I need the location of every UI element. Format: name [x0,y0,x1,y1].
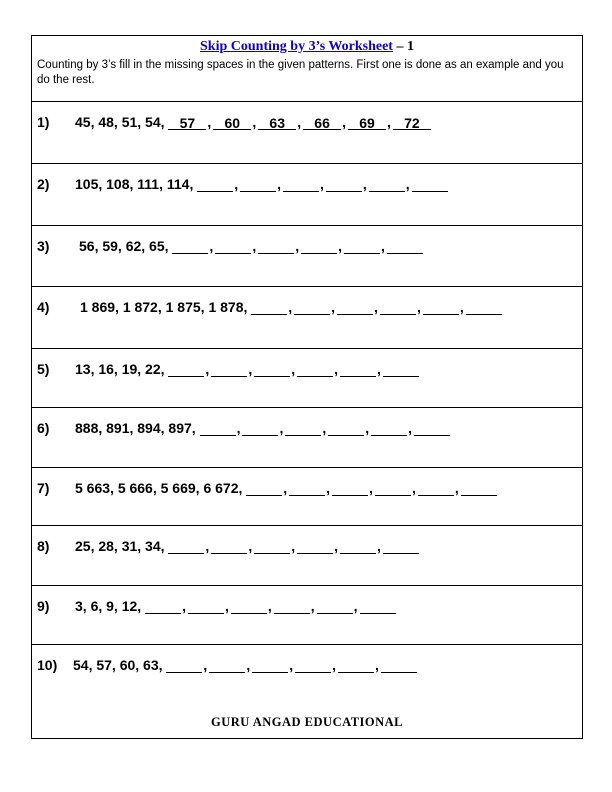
answer-blank[interactable] [251,300,287,315]
problem-row [32,287,582,349]
answer-blank[interactable] [383,539,419,554]
problem-row [32,349,582,408]
problem-row [32,586,582,645]
separator: , [288,299,293,315]
answer-blank[interactable] [289,481,325,496]
answer-blank[interactable] [418,481,454,496]
separator: , [277,176,282,192]
answer-blank[interactable]: 69 [348,115,386,130]
answer-blank[interactable]: 72 [393,115,431,130]
answer-blank[interactable] [197,177,233,192]
problem-sequence [75,361,419,377]
answer-blank[interactable] [332,481,368,496]
answer-blank[interactable] [283,177,319,192]
given-numbers: 3, 6, 9, 12, [75,598,142,614]
problem-row [32,526,582,586]
problem-number: 2) [37,176,50,192]
answer-blank[interactable] [254,539,290,554]
answer-blank[interactable] [246,481,282,496]
footer-text: GURU ANGAD EDUCATIONAL [210,715,404,729]
answer-blank[interactable] [295,658,331,673]
separator: , [380,238,385,254]
instructions: Counting by 3’s fill in the missing spaces in the given patterns. First one is done as an example and you do the rest. [37,59,564,86]
given-numbers: 45, 48, 51, 54, [75,114,165,130]
problem-row [32,468,582,526]
problem-sequence [75,420,450,436]
separator: , [374,299,378,315]
answer-blank[interactable]: 63 [258,115,296,130]
answer-blank[interactable] [412,177,448,192]
separator: , [459,299,464,315]
answer-blank[interactable] [301,239,337,254]
answer-blank[interactable] [466,300,502,315]
answer-blank[interactable] [387,239,423,254]
answer-blank[interactable] [215,239,251,254]
separator: , [209,238,214,254]
problem-number: 5) [37,361,50,377]
separator: , [252,114,257,130]
answer-blank[interactable] [338,658,374,673]
separator: , [248,361,253,377]
problem-sequence [79,238,423,254]
problem-number: 4) [37,299,50,315]
separator: , [295,238,300,254]
separator: , [334,538,338,554]
separator: , [386,114,391,130]
problem-sequence [80,299,502,315]
given-numbers: 13, 16, 19, 22, [75,361,165,377]
answer-blank[interactable] [383,362,419,377]
separator: , [203,657,208,673]
separator: , [322,420,327,436]
separator: , [246,657,251,673]
problem-number: 6) [37,420,50,436]
answer-blank[interactable] [344,239,380,254]
answer-blank[interactable] [258,239,294,254]
answer-blank[interactable] [375,481,411,496]
separator: , [224,598,229,614]
given-numbers: 888, 891, 894, 897, [75,420,196,436]
answer-blank[interactable] [360,599,396,614]
answer-blank[interactable] [188,599,224,614]
separator: , [182,598,186,614]
answer-blank[interactable]: 57 [168,115,206,130]
separator: , [205,538,210,554]
separator: , [252,238,257,254]
answer-blank[interactable] [240,177,276,192]
answer-blank[interactable] [168,539,204,554]
separator: , [236,420,241,436]
separator: , [374,657,379,673]
separator: , [234,176,239,192]
problem-row [32,408,582,468]
separator: , [283,480,288,496]
separator: , [267,598,272,614]
problem-sequence [73,657,417,673]
given-numbers: 56, 59, 62, 65, [79,238,169,254]
given-numbers: 25, 28, 31, 34, [75,538,165,554]
answer-blank[interactable] [211,539,247,554]
answer-blank[interactable] [461,481,497,496]
problem-number: 8) [37,538,50,554]
problem-number: 7) [37,480,50,496]
answer-blank[interactable] [168,362,204,377]
separator: , [297,114,302,130]
problem-row [32,164,582,226]
answer-blank[interactable] [326,177,362,192]
answer-blank[interactable] [381,658,417,673]
separator: , [405,176,410,192]
separator: , [408,420,413,436]
separator: , [416,299,421,315]
separator: , [248,538,253,554]
answer-blank[interactable] [337,300,373,315]
answer-blank[interactable] [297,539,333,554]
separator: , [310,598,315,614]
problem-sequence [75,538,419,554]
answer-blank[interactable] [211,362,247,377]
answer-blank[interactable] [297,362,333,377]
problem-sequence [75,480,497,496]
answer-blank[interactable] [231,599,267,614]
separator: , [291,538,296,554]
separator: , [454,480,459,496]
answer-blank[interactable] [294,300,330,315]
problem-number: 10) [37,657,58,673]
answer-blank[interactable]: 66 [303,115,341,130]
separator: , [369,480,373,496]
separator: , [376,538,381,554]
title-link[interactable]: Skip Counting by 3’s Worksheet [200,39,393,54]
problem-number: 1) [37,114,50,130]
problem-number: 9) [37,598,50,614]
separator: , [291,361,296,377]
separator: , [365,420,370,436]
separator: , [205,361,210,377]
answer-blank[interactable] [371,421,407,436]
given-numbers: 105, 108, 111, 114, [75,176,194,192]
given-numbers: 5 663, 5 666, 5 669, 6 672, [75,480,243,496]
answer-blank[interactable] [200,421,236,436]
answer-blank[interactable] [340,362,376,377]
separator: , [331,299,336,315]
worksheet-title [32,39,582,55]
separator: , [376,361,381,377]
separator: , [326,480,331,496]
answer-blank[interactable] [317,599,353,614]
worksheet [31,35,583,739]
answer-blank[interactable] [285,421,321,436]
answer-blank[interactable] [145,599,181,614]
separator: , [342,114,346,130]
answer-blank[interactable] [328,421,364,436]
answer-blank[interactable] [166,658,202,673]
separator: , [207,114,212,130]
given-numbers: 1 869, 1 872, 1 875, 1 878, [80,299,248,315]
footer [32,705,582,740]
answer-blank[interactable] [172,239,208,254]
answer-blank[interactable] [274,599,310,614]
separator: , [411,480,416,496]
answer-blank[interactable]: 60 [213,115,251,130]
problem-sequence [75,176,448,192]
separator: , [353,598,358,614]
answer-blank[interactable] [209,658,245,673]
worksheet-header [32,36,582,102]
separator: , [320,176,324,192]
problem-sequence [75,598,396,614]
answer-blank[interactable] [242,421,278,436]
title-number: – 1 [396,39,414,54]
separator: , [338,238,342,254]
answer-blank[interactable] [380,300,416,315]
problem-sequence [75,114,431,130]
given-numbers: 54, 57, 60, 63, [73,657,163,673]
problem-number: 3) [37,238,50,254]
separator: , [362,176,367,192]
separator: , [279,420,284,436]
answer-blank[interactable] [423,300,459,315]
answer-blank[interactable] [252,658,288,673]
separator: , [332,657,336,673]
problem-row [32,645,582,705]
answer-blank[interactable] [414,421,450,436]
answer-blank[interactable] [369,177,405,192]
separator: , [289,657,294,673]
answer-blank[interactable] [340,539,376,554]
problem-row [32,102,582,164]
separator: , [334,361,338,377]
problem-row [32,226,582,287]
answer-blank[interactable] [254,362,290,377]
